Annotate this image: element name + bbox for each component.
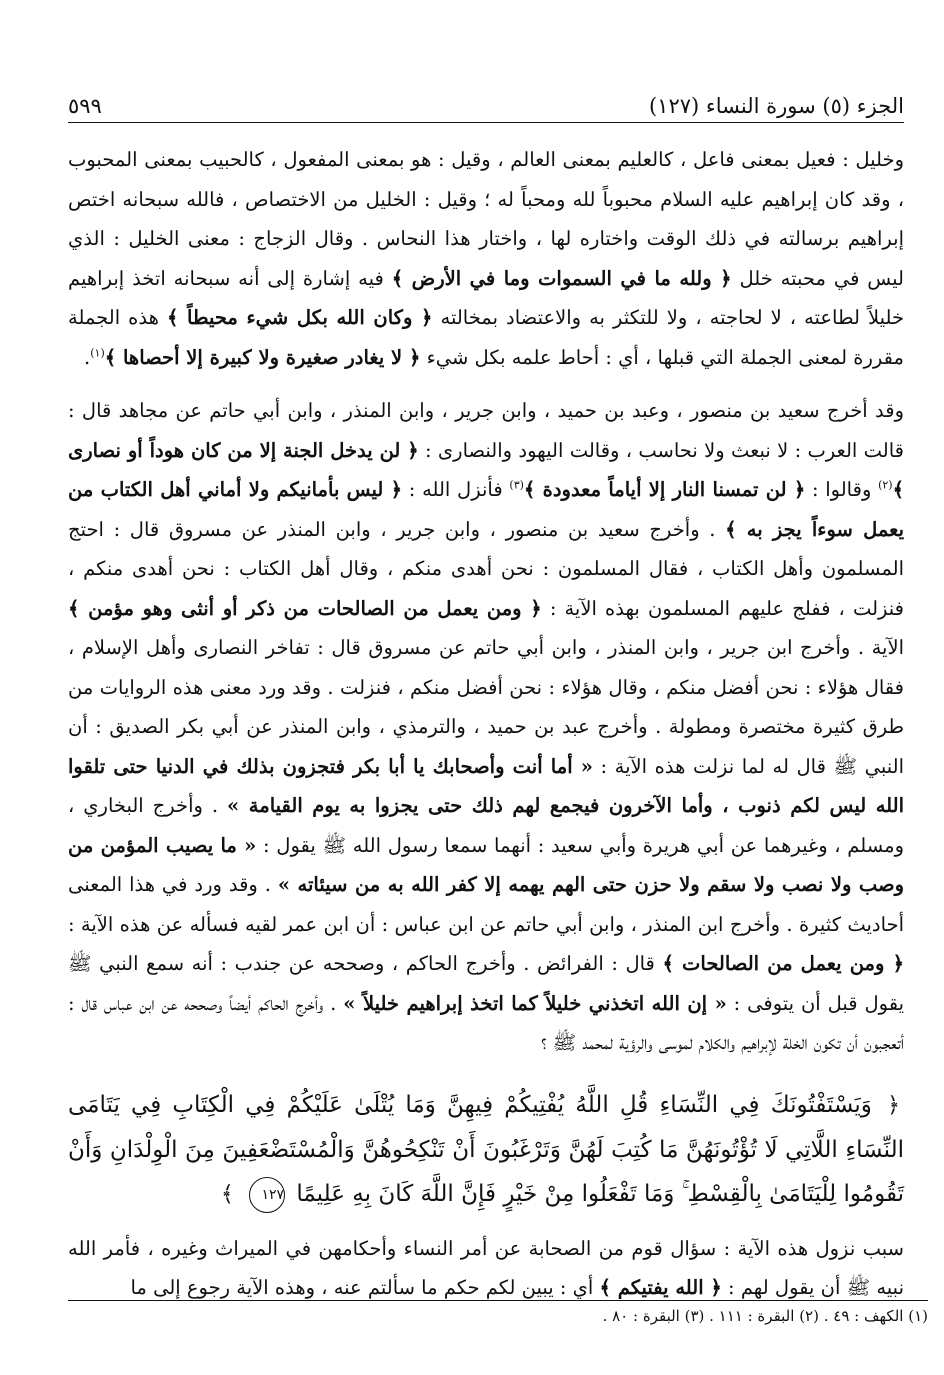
quran-quote: ﴿ ليس بأمانيكم ولا أماني أهل الكتاب من يعمل سوءاً يجز به ﴾ (68, 478, 904, 541)
paragraph-revelation-cause (68, 1229, 904, 1308)
hadith-quote: « إن الله اتخذني خليلاً كما اتخذ إبراهيم خليلاً » (343, 991, 727, 1015)
running-title: الجزء (٥) سورة النساء (١٢٧) (648, 94, 904, 118)
paragraph-khalil (68, 140, 904, 377)
text-span: وقد أخرج سعيد بن منصور ، وعبد بن حميد ، وابن جرير ، وابن المنذر ، وابن أبي حاتم عن مجاهد قال : قالت العرب : لا نبعث ولا نحاسب ، وقالت اليهود والنصارى : (68, 399, 904, 462)
quran-quote: ﴿ لا يغادر صغيرة ولا كبيرة إلا أحصاها ﴾ (104, 345, 421, 369)
text-span: وخليل : فعيل بمعنى فاعل ، كالعليم بمعنى العالم ، وقيل : هو بمعنى المفعول ، كالحبيب بمعنى المحبوب ، وقد كان إبراهيم عليه السلام محبوباً لله ومحباً له ؛ وقيل : الخليل من الاختصاص ، فالله سبحانه اختص إبراهيم برسالته في ذلك الوقت واختاره لها ، واختار هذا النحاس . وقال الزجاج : معنى الخليل : الذي ليس في محبته خلل (68, 148, 904, 290)
text-span: قال : الفرائض . وأخرج الحاكم ، وصححه عن جندب : أنه سمع النبي ﷺ يقول قبل أن يتوفى : (68, 952, 905, 1015)
quran-quote: ﴿ لن يدخل الجنة إلا من كان هوداً أو نصارى ﴾ (68, 438, 905, 501)
text-span: سبب نزول هذه الآية : سؤال قوم من الصحابة عن أمر النساء وأحكامهن في الميراث وغيره ، فأمر الله نبيه ﷺ أن يقول لهم : (68, 1236, 904, 1299)
verse-text: وَيَسْتَفْتُونَكَ فِي النِّسَاءِ قُلِ اللَّهُ يُفْتِيكُمْ فِيهِنَّ وَمَا يُتْلَىٰ عَلَيْكُمْ فِي الْكِتَابِ فِي يَتَامَى النِّسَاءِ اللَّاتِي لَا تُؤْتُونَهُنَّ مَا كُتِبَ لَهُنَّ وَتَرْغَبُونَ أَنْ تَنْكِحُوهُنَّ وَالْمُسْتَضْعَفِينَ مِنَ الْوِلْدَانِ وَأَنْ تَقُومُوا لِلْيَتَامَىٰ بِالْقِسْطِ ۚ وَمَا تَفْعَلُوا مِنْ خَيْرٍ فَإِنَّ اللَّهَ كَانَ بِهِ عَلِيمًا (68, 1091, 904, 1207)
footnotes: (١) الكهف : ٤٩ . (٢) البقرة : ١١١ . (٣) البقرة : ٨٠ . (68, 1300, 928, 1325)
text-span: فأنزل الله : (408, 478, 503, 501)
quran-quote: ﴿ وكان الله بكل شيء محيطاً ﴾ (166, 306, 433, 329)
text-span: أي : يبين لكم حكم ما سألتم عنه ، وهذه الآية رجوع إلى ما (130, 1276, 594, 1299)
text-span: وقالوا : (811, 478, 872, 501)
footnote-ref: (٢) (878, 478, 893, 492)
ayah-number-marker: ١٢٧ (249, 1177, 285, 1213)
header-divider (68, 122, 904, 123)
text-span: فيه إشارة إلى أنه سبحانه اتخذ إبراهيم خليلاً لطاعته ، لا لحاجته ، ولا للتكثر به والاعتضاد بمخالته (68, 266, 904, 329)
text-span: . وأخرج البخاري ، ومسلم ، وغيرهما عن أبي هريرة وأبي سعيد : أنهما سمعا رسول الله ﷺ يقول : (68, 794, 904, 857)
quran-quote: ﴿ ومن يعمل من الصالحات ﴾ (662, 952, 904, 975)
paragraph-narrations (68, 391, 904, 1063)
footnote-ref: (١) (90, 346, 105, 359)
text-span: . وأخرج سعيد بن منصور ، وابن جرير ، وابن المنذر عن مسروق قال : احتج المسلمون وأهل الكتاب ، فقال المسلمون : نحن أهدى منكم ، وقال أهل الكتاب : نحن أهدى منكم ، فنزلت ، ففلج عليهم المسلمون بهذه الآية : (68, 517, 904, 620)
quran-quote: ﴿ لن تمسنا النار إلا أياماً معدودة ﴾ (523, 478, 806, 501)
text-span: . (84, 345, 91, 369)
text-span: الآية . وأخرج ابن جرير ، وابن المنذر ، وابن أبي حاتم عن مسروق قال : تفاخر النصارى وأهل الإسلام ، فقال هؤلاء : نحن أفضل منكم ، وقال هؤلاء : نحن أفضل منكم ، فنزلت . وقد ورد معنى هذه الروايات من طرق كثيرة مختصرة ومطولة . وأخرج عبد بن حميد ، والترمذي ، وابن المنذر عن أبي بكر الصديق : أن النبي ﷺ قال له لما نزلت هذه الآية : (68, 636, 904, 778)
quran-quote: ﴿ الله يفتيكم ﴾ (599, 1276, 722, 1299)
hadith-quote: « أما أنت وأصحابك يا أبا بكر فتجزون بذلك في الدنيا حتى تلقوا الله ليس لكم ذنوب ، وأما الآخرون فيجمع لهم ذلك حتى يجزوا به يوم القيامة » (68, 754, 904, 817)
verse-open-bracket: ﴿ (887, 1092, 900, 1118)
text-span: هذه الجملة مقررة لمعنى الجملة التي قبلها ، أي : أحاط علمه بكل شيء (68, 306, 904, 369)
quran-verse-block (68, 1083, 904, 1217)
page-content (68, 140, 904, 1308)
text-span: . وقد ورد في هذا المعنى أحاديث كثيرة . وأخرج ابن المنذر ، وابن أبي حاتم عن ابن عباس : أن ابن عمر لقيه فسأله عن هذه الآية : (68, 873, 904, 936)
footnote-ref: (٣) (509, 478, 524, 492)
verse-close-bracket: ﴾ (220, 1181, 234, 1207)
text-span: . وأخرج الحاكم أيضاً وصححه عن ابن عباس قال : أتعجبون أن تكون الخلة لإبراهيم والكلام لموسى والرؤية لمحمد ﷺ ؟ (68, 991, 904, 1054)
page-number: ٥٩٩ (68, 94, 102, 118)
page-header (68, 86, 904, 118)
quran-quote: ﴿ ومن يعمل من الصالحات من ذكر أو أنثى وهو مؤمن ﴾ (68, 596, 542, 620)
quran-quote: ﴿ ولله ما في السموات وما في الأرض ﴾ (391, 266, 732, 290)
hadith-quote: « ما يصيب المؤمن من وصب ولا نصب ولا سقم ولا حزن حتى الهم يهمه إلا كفر الله به من سيئاته » (68, 833, 905, 896)
